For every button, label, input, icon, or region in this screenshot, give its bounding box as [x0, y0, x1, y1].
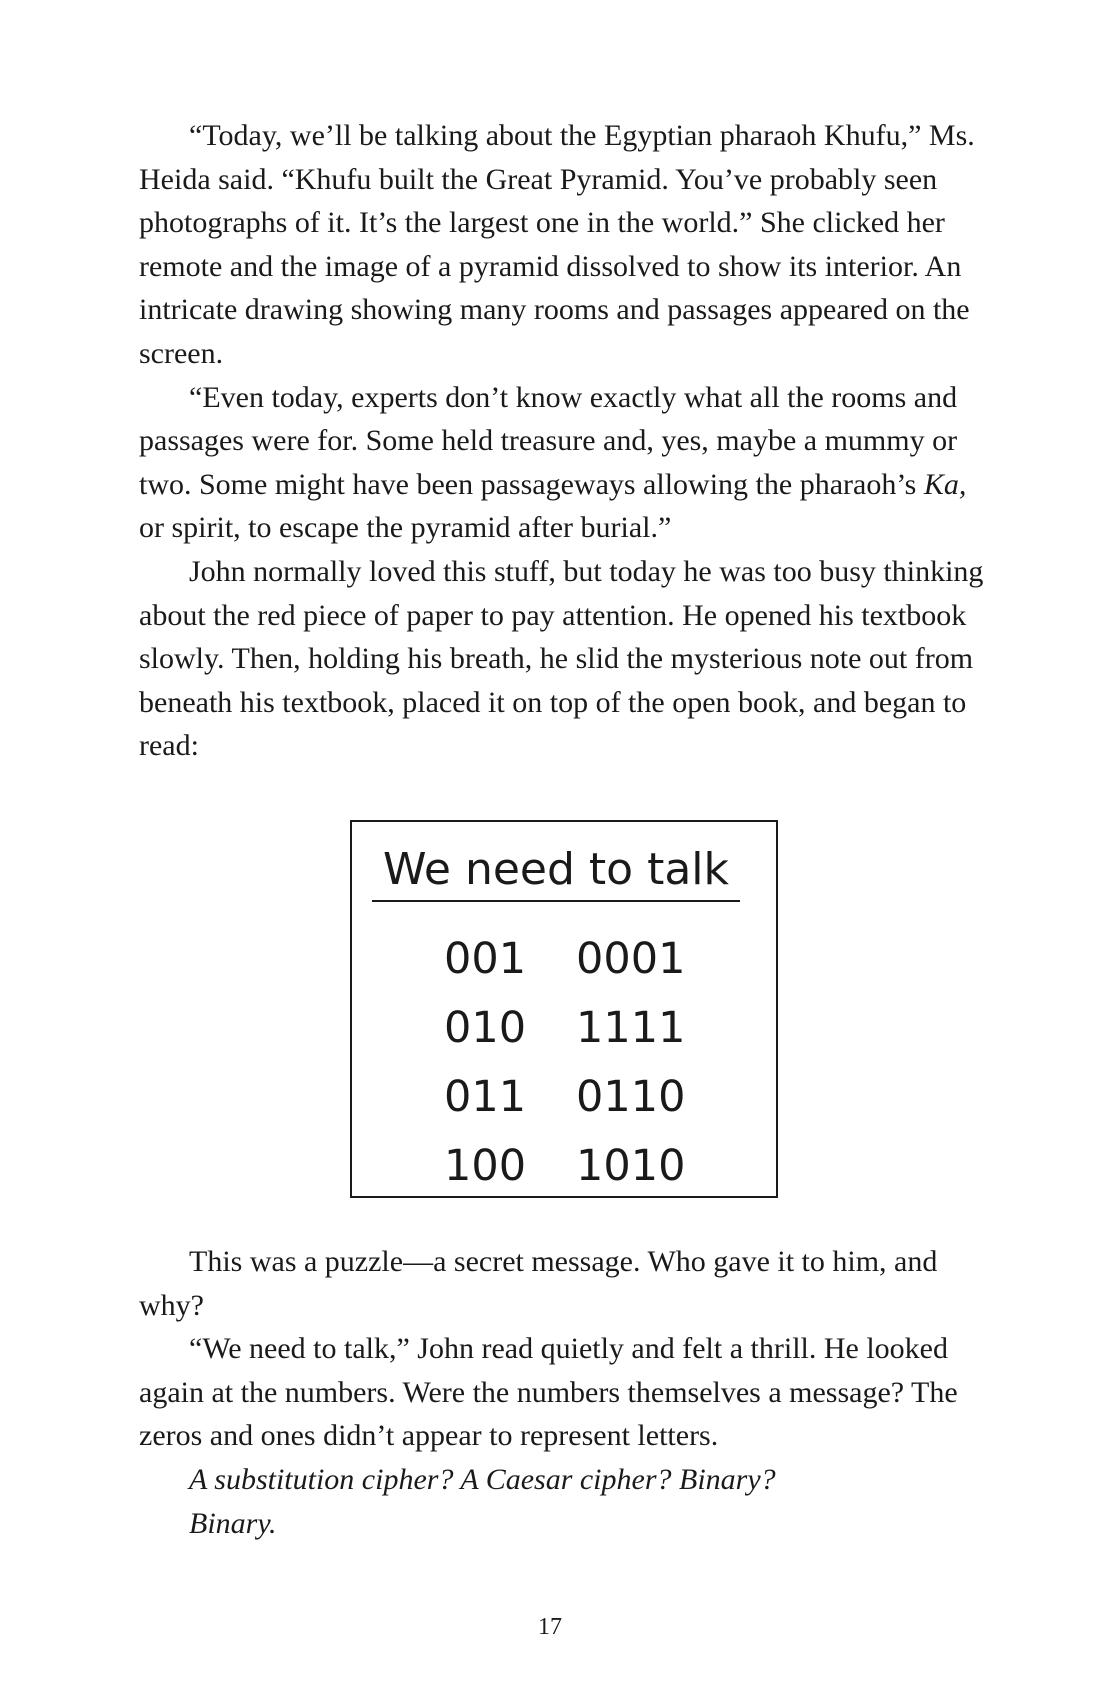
code-left: 100	[444, 1140, 527, 1191]
italic-thought-1: A substitution cipher? A Caesar cipher? Binary?	[189, 1462, 776, 1496]
code-right: 0110	[576, 1071, 686, 1122]
code-right: 1111	[576, 1002, 686, 1053]
code-right: 0001	[576, 933, 686, 984]
paragraph-john-reads: John normally loved this stuff, but today he was too busy thinking about the red piece of paper to pay attention. He opened his textbook slowly. Then, holding his breath, he slid the mysterious note out from beneath his textbook, placed it on top of the open book, and began to read:	[139, 554, 984, 763]
code-row	[444, 993, 704, 1062]
code-row	[444, 1062, 704, 1131]
paragraph-rooms-ka: Ka,	[923, 467, 967, 501]
paragraph-rooms-before: the pharaoh’s	[755, 467, 924, 501]
paragraph-rooms-start: “Even today, experts don’t know exactly what all the rooms and passages were for. Some held treasure and, yes, maybe a mummy or two. Some might have been passageways allowing	[139, 380, 958, 501]
note-title: We need to talk	[372, 842, 740, 902]
italic-thought-2: Binary.	[189, 1506, 277, 1540]
page-number: 17	[538, 1614, 562, 1640]
paragraph-rooms	[139, 376, 989, 550]
code-left: 010	[444, 1002, 527, 1053]
paragraph-khufu: “Today, we’ll be talking about the Egyptian pharaoh Khufu,” Ms. Heida said. “Khufu built the Great Pyramid. You’ve probably seen photographs of it. It’s the largest one in the world.” She clicked her remote and the image of a pyramid dissolved to show its interior. An intricate drawing showing many rooms and passages appeared on the screen.	[139, 119, 975, 370]
secret-note	[350, 820, 778, 1198]
page-body-lower	[139, 1240, 989, 1545]
code-left: 011	[444, 1071, 527, 1122]
code-row	[444, 924, 704, 993]
code-left: 001	[444, 933, 527, 984]
page-body	[139, 114, 989, 768]
code-right: 1010	[576, 1140, 686, 1191]
note-codes	[444, 924, 704, 1200]
paragraph-rooms-after: or spirit, to escape the pyramid after burial.”	[139, 511, 672, 545]
paragraph-thrill: “We need to talk,” John read quietly and felt a thrill. He looked again at the numbers. Were the numbers themselves a message? The zeros and ones didn’t appear to represent letters.	[139, 1332, 958, 1453]
paragraph-puzzle: This was a puzzle—a secret message. Who gave it to him, and why?	[139, 1245, 938, 1322]
code-row	[444, 1131, 704, 1200]
